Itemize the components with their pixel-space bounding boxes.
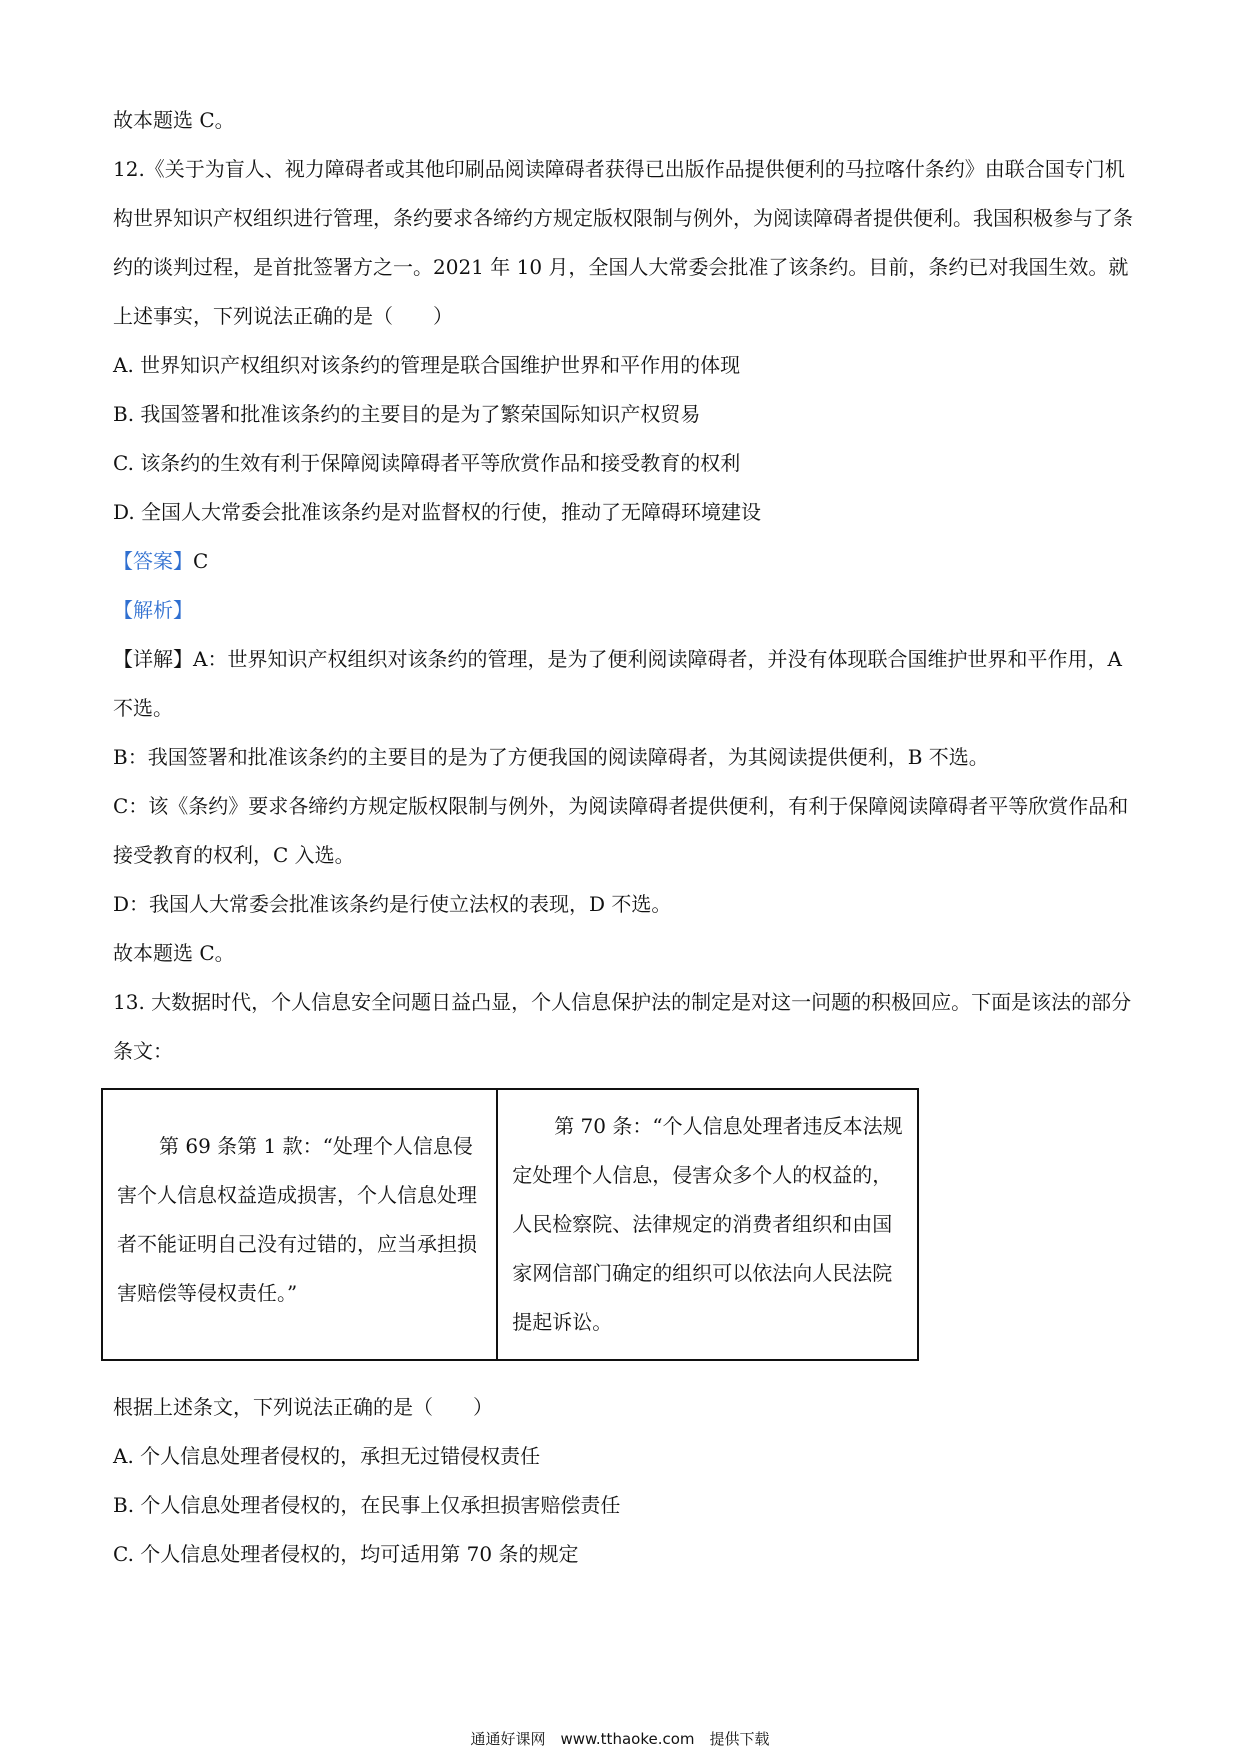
page-footer: 通通好课网 www.tthaoke.com 提供下载 <box>470 1730 770 1748</box>
q12-option-c: C. 该条约的生效有利于保障阅读障碍者平等欣赏作品和接受教育的权利 <box>113 451 741 475</box>
q12-detail-c: C：该《条约》要求各缔约方规定版权限制与例外，为阅读障碍者提供便利，有利于保障阅读障碍者平等欣赏作品和接受教育的权利，C 入选。 <box>113 794 1129 867</box>
q12-option-a: A. 世界知识产权组织对该条约的管理是联合国维护世界和平作用的体现 <box>113 353 741 377</box>
answer-value: C <box>193 549 209 573</box>
q12-analysis-heading <box>113 586 1133 635</box>
article-69-text: 第 69 条第 1 款：“处理个人信息侵害个人信息权益造成损害，个人信息处理者不能证明自己没有过错的，应当承担损害赔偿等侵权责任。” <box>117 1134 477 1305</box>
q13-prompt: 根据上述条文，下列说法正确的是（ ） <box>113 1395 493 1419</box>
q13-option-c: C. 个人信息处理者侵权的，均可适用第 70 条的规定 <box>113 1542 579 1566</box>
q12-conclusion: 故本题选 C。 <box>113 941 235 965</box>
q12-detail-a <box>113 635 1133 733</box>
q13-option-a: A. 个人信息处理者侵权的，承担无过错侵权责任 <box>113 1444 541 1468</box>
detail-tag: 【详解】 <box>113 647 193 671</box>
article-70-text: 第 70 条：“个人信息处理者违反本法规定处理个人信息，侵害众多个人的权益的，人民检察院、法律规定的消费者组织和由国家网信部门确定的组织可以依法向人民法院提起诉讼。 <box>512 1114 903 1334</box>
q12-answer <box>113 537 1133 586</box>
document-page <box>113 96 1133 1579</box>
q12-detail-d: D：我国人大常委会批准该条约是行使立法权的表现，D 不选。 <box>113 892 672 916</box>
q11-conclusion: 故本题选 C。 <box>113 108 235 132</box>
law-articles-table <box>101 1088 919 1361</box>
q12-option-d: D. 全国人大常委会批准该条约是对监督权的行使，推动了无障碍环境建设 <box>113 500 762 524</box>
article-70-cell <box>497 1089 918 1360</box>
q12-stem: 12.《关于为盲人、视力障碍者或其他印刷品阅读障碍者获得已出版作品提供便利的马拉喀什条约》由联合国专门机构世界知识产权组织进行管理，条约要求各缔约方规定版权限制与例外，为阅读障碍者提供便利。我国积极参与了条约的谈判过程，是首批签署方之一。2021 年 10 月，全国人大常委会批准了该条约。目前，条约已对我国生效。就上述事实，下列说法正确的是（ ） <box>113 157 1133 328</box>
q12-detail-b: B：我国签署和批准该条约的主要目的是为了方便我国的阅读障碍者，为其阅读提供便利，B 不选。 <box>113 745 989 769</box>
q13-option-b: B. 个人信息处理者侵权的，在民事上仅承担损害赔偿责任 <box>113 1493 621 1517</box>
article-69-cell <box>102 1089 497 1360</box>
analysis-tag: 【解析】 <box>113 598 193 622</box>
q13-stem: 13. 大数据时代，个人信息安全问题日益凸显，个人信息保护法的制定是对这一问题的积极回应。下面是该法的部分条文： <box>113 990 1132 1063</box>
answer-tag: 【答案】 <box>113 549 193 573</box>
q12-option-b: B. 我国签署和批准该条约的主要目的是为了繁荣国际知识产权贸易 <box>113 402 701 426</box>
detail-a-text: A：世界知识产权组织对该条约的管理，是为了便利阅读障碍者，并没有体现联合国维护世界和平作用，A 不选。 <box>113 647 1122 720</box>
